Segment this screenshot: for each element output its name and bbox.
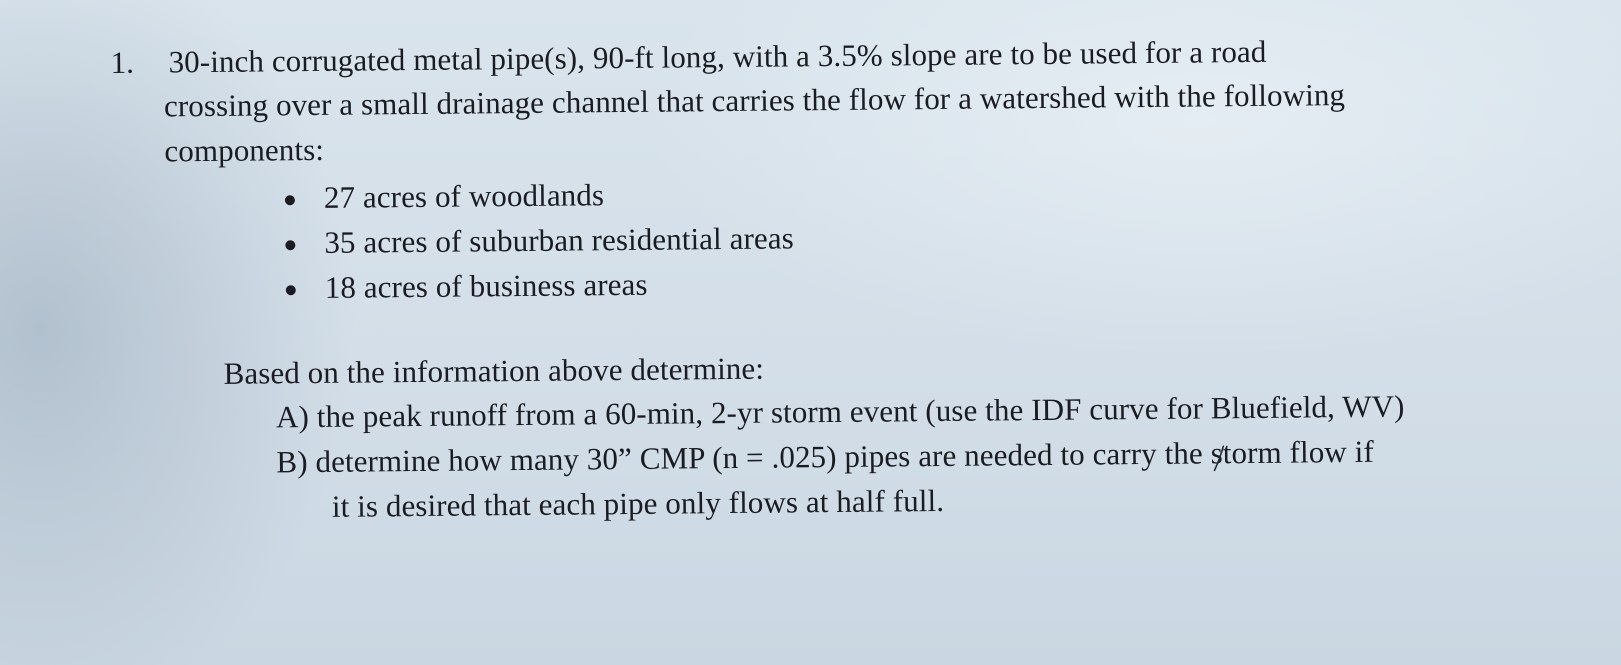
component-woodlands: 27 acres of woodlands bbox=[323, 177, 605, 215]
problem-number: 1. bbox=[110, 44, 135, 80]
part-b-line-1: B) determine how many 30” CMP (n = .025) pipes are needed to carry the storm flow if bbox=[276, 433, 1374, 480]
pen-stroke-icon bbox=[1209, 443, 1231, 473]
part-b-line-2: it is desired that each pipe only flows at half full. bbox=[331, 482, 945, 524]
intro-line-3: components: bbox=[164, 131, 325, 169]
intro-line-2: crossing over a small drainage channel that carries the flow for a watershed with the following bbox=[163, 77, 1346, 124]
intro-line-1: 30-inch corrugated metal pipe(s), 90-ft long, with a 3.5% slope are to be used for a road bbox=[168, 33, 1267, 80]
component-business: 18 acres of business areas bbox=[324, 266, 648, 305]
bullet-icon bbox=[285, 195, 295, 205]
part-a-text: A) the peak runoff from a 60-min, 2-yr storm event (use the IDF curve for Bluefield, WV) bbox=[275, 388, 1405, 435]
bullet-icon bbox=[285, 240, 295, 250]
bullet-icon bbox=[286, 285, 296, 295]
prompt-text: Based on the information above determine: bbox=[223, 350, 765, 391]
component-suburban: 35 acres of suburban residential areas bbox=[324, 220, 794, 260]
